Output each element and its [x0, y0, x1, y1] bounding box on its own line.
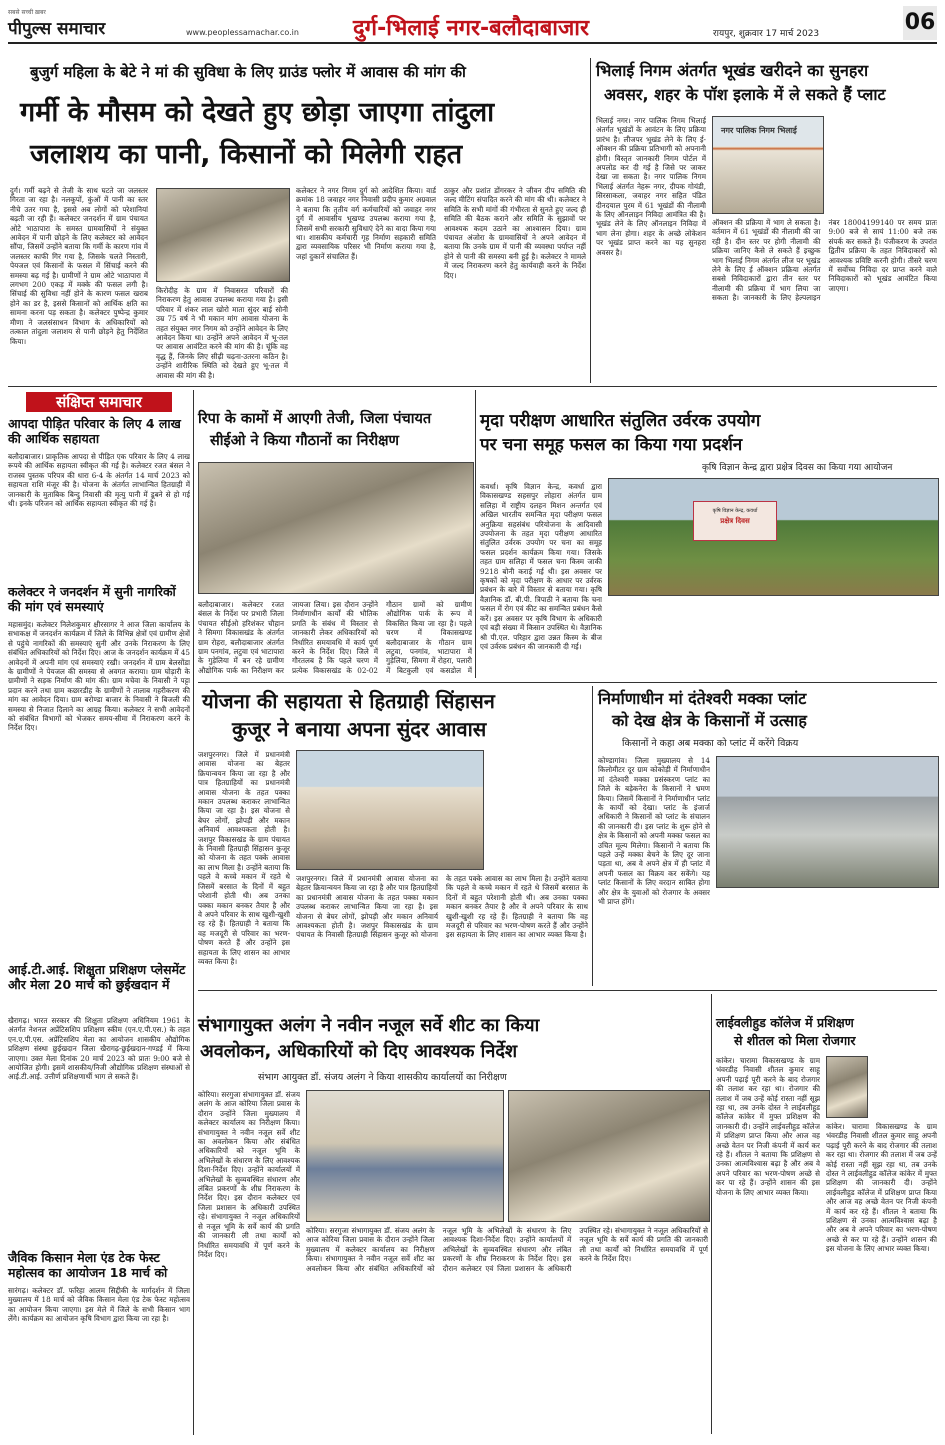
survey-headline-1: संभागायुक्त अलंग ने नवीन नजूल सर्वे शीट का किया [198, 1015, 540, 1036]
section-title-b: बलौदाबाजार [489, 16, 590, 41]
brief-item-2-head: कलेक्टर ने जनदर्शन में सुनी नागरिकों की मांग एवं समस्याएं [8, 584, 176, 614]
lead-col1: दुर्ग। गर्मी बढ़ने से तेजी के साथ घटते जा जलस्तर गिरता जा रहा है। नलकूपों, कुंओं में पानी का स्तर नीचे उतर गया है, इससे अब लोगों को परेशानियां बढ़ती जा रही हैं। कलेक्टर जनदर्शन में ग्राम पंचायत ओटे भाठापारा के समस्त ग्रामवासियों ने संयुक्त आवेदन में पानी छोड़ने के लिए कलेक्टर को आवेदन सौंपा, जिसमें उन्होंने बताया कि गर्मी के कारण गांव में जलस्तर काफी गिर गया है, जिसके चलते निस्तारी, पेयजल एवं किसानों के फसल में सिंचाई करने की समस्या बढ़ गई है। ग्रामीणों ने ग्राम ओटे भाठापारा में लगभग 200 एकड़ में मक्के की फसल लगी है। सिंचाई की सुविधा नहीं होने के कारण फसल खराब होने का डर है, इससे किसानों को आर्थिक क्षति का सामना करना पड़ सकता है। कलेक्टर पुष्पेन्द्र कुमार मीणा ने जलसंसाधन विभाग के अधिकारियों को तत्काल तांदुला जलाशय से पानी छोड़ने हेतु निर्देशित किया। [10, 186, 148, 346]
newspaper-logo[interactable] [8, 8, 105, 39]
lead-col4: ठाकुर और प्रशांत डोंगरकर ने जीवन दीप समिति की जल्द मीटिंग संपादित करने की मांग की थी। कलेक्टर ने समिति के सभी मांगों की गंभीरता से सुनते हुए जल्द ही समिति की बैठक कराने और समिति के सुझावों पर आवश्यक कदम उठाने का आश्वासन दिया। ग्राम पंचायत अंजोरा के ग्रामवासियों ने अपने आवेदन में बताया कि उनके ग्राम में पानी की व्यवस्था पर्याप्त नहीं होने से पानी की समस्या बनी हुई है। कलेक्टर ने मामले में जल्द निराकरण करने हेतु कार्यवाही करने के निर्देश दिए। [444, 186, 586, 280]
college-body-2: कांकेर। चारामा विकासखण्ड के ग्राम भंवरडीह निवासी शीतल कुमार साहू अपनी पढ़ाई पूरी करने के बाद रोजगार की तलाश कर रहा था। रोजगार की तलाश में जब उन्हें कोई रास्ता नहीं सूझ रहा था, तब उनके दोस्त ने लाईवलीहुड कॉलेज कांकेर में मुफ्त प्रशिक्षण की जानकारी दी। उन्होंने लाईवलीहुड कॉलेज में प्रशिक्षण प्राप्त किया और आज वह अच्छे वेतन पर निजी कंपनी में कार्य कर रहे हैं। शीतल ने बताया कि प्रशिक्षण से उनका आत्मविश्वास बढ़ा है और अब वे अपने परिवार का भरण-पोषण अच्छे से कर पा रहे हैं। उन्होंने शासन की इस योजना के लिए आभार व्यक्त किया। [826, 1122, 937, 1254]
brief-item-4-body: सारंगढ़। कलेक्टर डॉ. फरिहा आलम सिद्दीकी के मार्गदर्शन में जिला मुख्यालय में 18 मार्च को जैविक किसान मेला एंड टेक फेस्ट महोत्सव का आयोजन किया जाएगा। इस मेले में जिले के सभी किसान भाग लेंगे। कार्यक्रम का आयोजन कृषि विभाग द्वारा किया जा रहा है। [8, 1286, 190, 1324]
brief-item-3-head: आई.टी.आई. शिक्षुता प्रशिक्षण प्लेसमेंट और मेला 20 मार्च को छुईखदान में [8, 962, 186, 992]
ripa-photo [198, 462, 474, 594]
housing-body-2: जशपुरनगर। जिले में प्रधानमंत्री आवास योजना का बेहतर क्रियान्वयन किया जा रहा है और पात्र हितग्राहियों का प्रधानमंत्री आवास योजना के तहत पक्का मकान उपलब्ध कराकर लाभान्वित किया जा रहा है। इस योजना से बेघर लोगों, झोपड़ी और मकान अनिवार्य आवश्यकता होती है। जशपुर विकासखंड के ग्राम पंचायत के निवासी हितग्राही सिंहासन कुजूर को योजना के तहत पक्के आवास का लाभ मिला है। उन्होंने बताया कि पहले वे कच्चे मकान में रहते थे जिसमें बरसात के दिनों में बहुत परेशानी होती थी। अब उनका पक्का मकान बनकर तैयार है और वे अपने परिवार के साथ खुशी-खुशी रह रहे हैं। हितग्राही ने बताया कि वह मजदूरी से परिवार का भरण-पोषण करते हैं और उन्होंने इस सहायता के लिए शासन का आभार व्यक्त किया है। [296, 874, 588, 940]
land-photo-sign: नगर पालिक निगम भिलाई [721, 126, 797, 135]
college-body: कांकेर। चारामा विकासखण्ड के ग्राम भंवरडीह निवासी शीतल कुमार साहू अपनी पढ़ाई पूरी करने के बाद रोजगार की तलाश कर रहा था। रोजगार की तलाश में जब उन्हें कोई रास्ता नहीं सूझ रहा था, तब उनके दोस्त ने लाईवलीहुड कॉलेज कांकेर में मुफ्त प्रशिक्षण की जानकारी दी। उन्होंने लाईवलीहुड कॉलेज में प्रशिक्षण प्राप्त किया और आज वह अच्छे वेतन पर निजी कंपनी में कार्य कर रहे हैं। शीतल ने बताया कि प्रशिक्षण से उनका आत्मविश्वास बढ़ा है और अब वे अपने परिवार का भरण-पोषण अच्छे से कर पा रहे हैं। उन्होंने शासन की इस योजना के लिए आभार व्यक्त किया। [716, 1056, 820, 1197]
column-divider [475, 390, 476, 678]
website-url[interactable]: www.peoplessamachar.co.in [186, 28, 299, 37]
column-divider [193, 390, 194, 1435]
soil-subhead: कृषि विज्ञान केन्द्र द्वारा प्रक्षेत्र दिवस का किया गया आयोजन [702, 463, 893, 473]
college-headline-2: से शीतल को मिला रोजगार [734, 1033, 856, 1048]
college-headline-1: लाईवलीहुड कॉलेज में प्रशिक्षण [716, 1015, 854, 1030]
brief-item-3-body: खैरागढ़। भारत सरकार की शिक्षुता प्रशिक्षण अधिनियम 1961 के अंतर्गत नेशनल अप्रेंटिसशिप प्रशिक्षण स्कीम (एन.ए.पी.एस.) के तहत एन.ए.पी.एस. अप्रेंटिसशिप मेला का आयोजन शासकीय औद्योगिक प्रशिक्षण संस्था छुईखदान जिला खैरागढ़-छुईखदान-गण्डई में किया जाएगा। उक्त मेला दिनांक 20 मार्च 2023 को प्रातः 9:00 बजे से आयोजित होगी। इसमें शासकीय/निजी औद्योगिक प्रशिक्षण संस्थाओं से आई.टी.आई. उत्तीर्ण प्रशिक्षणार्थी भाग ले सकते हैं। [8, 1016, 190, 1082]
logo-tagline: सबसे सच्ची ख़बर [8, 9, 46, 16]
lead-col3: कलेक्टर ने नगर निगम दुर्ग को आदेशित किया। वार्ड क्रमांक 18 जवाहर नगर निवासी प्रदीप कुमार अग्रवाल ने बताया कि तृतीय वर्ग कर्मचारियों को जवाहर नगर दुर्ग में आवासीय भूखण्ड उपलब्ध कराया गया है, जिसमें सभी सरकारी सुविधाएं देने का वादा किया गया था। शासकीय कर्मचारी गृह निर्माण सहकारी समिति द्वारा व्यवसायिक परिसर भी निर्माण कराया गया है, जहां दुकानें संचालित हैं। [296, 186, 436, 261]
housing-story [198, 686, 588, 986]
masthead [8, 8, 937, 44]
lead-headline-2: जलाशय का पानी, किसानों को मिलेगी राहत [30, 139, 463, 170]
maize-story [598, 686, 937, 986]
maize-subhead: किसानों ने कहा अब मक्का को प्लांट में करेंगे विक्रय [622, 738, 799, 749]
ripa-story [198, 390, 472, 678]
soil-headline-2: पर चना समूह फसल का किया गया प्रदर्शन [480, 435, 743, 455]
column-divider [711, 994, 712, 1434]
column-divider [590, 58, 591, 383]
maize-headline-2: को देख क्षेत्र के किसानों में उत्साह [612, 711, 807, 730]
maize-headline-1: निर्माणाधीन मां दंतेश्वरी मक्का प्लांट [598, 689, 807, 708]
college-story [716, 994, 937, 1434]
survey-photo-2 [508, 1090, 710, 1222]
horizontal-divider [198, 990, 937, 991]
lead-kicker: बुजुर्ग महिला के बेटे ने मां की सुविधा के लिए ग्राउंड फ्लोर में आवास की मांग की [30, 63, 466, 81]
brief-item-2-body: महासमुंद। कलेक्टर निलेशकुमार क्षीरसागर ने आज जिला कार्यालय के सभाकक्ष में जनदर्शन कार्यक्रम में जिले के विभिन्न क्षेत्रों एवं ग्रामीण क्षेत्रों से पहुंचे नागरिकों की समस्याएं सुनी और उनके निराकरण के लिए संबंधित अधिकारियों को निर्देश दिए। आज के जनदर्शन कार्यक्रम में 45 आवेदनों में अपनी मांग एवं समस्याएं रखी। जनदर्शन में ग्राम बेलसोंडा के ग्रामीणों ने पेयजल की समस्या से अवगत कराया। ग्राम घोड़ारी के ग्रामीणों ने सड़क निर्माण की मांग की। ग्राम मचेवा के निवासी ने पट्टा प्रदान करने तथा ग्राम कछारडीह के ग्रामीणों ने तालाब गहरीकरण की मांग का आवेदन दिया। ग्राम बरोण्डा बाजार के निवासी ने बिजली की समस्या से निजात दिलाने का आग्रह किया। कलेक्टर ने सभी आवेदनों को संबंधित विभागों को भेजकर समय-सीमा में निराकरण करने के निर्देश दिए। [8, 620, 190, 733]
brief-item-1-head: आपदा पीड़ित परिवार के लिए 4 लाख की आर्थिक सहायता [8, 416, 181, 446]
land-left: भिलाई नगर। नगर पालिक निगम भिलाई अंतर्गत भूखंडों के आवंटन के लिए प्रक्रिया प्रारंभ है। लीजपर भूखंड लेने के लिए ई-ऑक्शन की प्रक्रिया प्रतिभागी को अपनानी होगी। विस्तृत जानकारी निगम पोर्टल में अपलोड कर दी गई है जिसे पर जाकर देखा जा सकता है। नगर पालिक निगम भिलाई अंतर्गत नेहरू नगर, दीपक गोयंडी, सिरसाकला, जवाहर नगर सहित पंडित दीनदयाल पुरम में 61 भूखंडों की नीलामी के लिए ऑनलाइन निविदा आमंत्रित की है। भूखंड लेने के लिए ऑनलाइन निविदा में भाग लेना होगा। शहर के अच्छे लोकेशन पर भूखंड प्राप्त करने का यह सुनहरा अवसर है। [596, 116, 706, 257]
lead-headline-1: गर्मी के मौसम को देखते हुए छोड़ा जाएगा तांदुला [20, 97, 495, 128]
maize-photo [716, 756, 939, 888]
land-right: ऑक्शन की प्रक्रिया में भाग ले सकता है। वर्तमान में 61 भूखंडों की नीलामी की जा रही है। दीन स्तर पर होगी नीलामी की प्रक्रिया जानिए कैसे ले सकते हैं इच्छुक भाग भिलाई निगम अंतर्गत लीज पर भूखंड लेने के लिए ई ऑक्शन प्रक्रिया अंतर्गत सबसे निविदाकारों द्वारा तीन स्तर पर नीलामी की प्रक्रिया में भाग लिया जा सकता है। जानकारी के लिए हेल्पलाइन नंबर 18004199140 पर समय प्रातः 9:00 बजे से सायं 11:00 बजे तक संपर्क कर सकते हैं। पंजीकरण के उपरांत द्वितीय प्रक्रिया के तहत निविदाकारों को आवश्यक प्रविष्टि करनी होगी। तीसरे चरण में सर्वोच्च निविदा दर प्राप्त करने वाले निविदाकारों को भूखंड आवंटित किया जाएगा। [712, 218, 937, 303]
land-photo [712, 116, 824, 214]
housing-headline-1: योजना की सहायता से हितग्राही सिंहासन [202, 689, 495, 713]
section-title-a: दुर्ग-भिलाई नगर- [353, 16, 490, 41]
survey-headline-2: अवलोकन, अधिकारियों को दिए आवश्यक निर्देश [200, 1041, 518, 1062]
soil-banner-line-1: कृषि विज्ञान केन्द्र, कवर्धा [712, 508, 758, 514]
soil-headline-1: मृदा परीक्षण आधारित संतुलित उर्वरक उपयोग [480, 411, 761, 431]
soil-photo [608, 478, 939, 596]
maize-body: कोण्डागांव। जिला मुख्यालय से 14 किलोमीटर दूर ग्राम कोकोड़ी में निर्माणाधीन मां दंतेश्वरी मक्का प्रसंस्करण प्लांट का जिले के बड़ेकनेरा के किसानों ने भ्रमण किया। जिसमें किसानों ने निर्माणाधीन प्लांट के कार्यों को देखा। प्लांट के इंजार्ज अधिकारी ने किसानों को प्लांट के संचालन की जानकारी दी। इस प्लांट के शुरू होने से क्षेत्र के किसानों को अपनी मक्का फसल का उचित मूल्य मिलेगा। किसानों ने बताया कि पहले उन्हें मक्का बेचने के लिए दूर जाना पड़ता था, अब वे अपने क्षेत्र में ही प्लांट में अपनी फसल का विक्रय कर सकेंगे। यह प्लांट किसानों के लिए वरदान साबित होगा और क्षेत्र के युवाओं को रोजगार के अवसर भी प्राप्त होंगे। [598, 756, 710, 907]
soil-photo-banner [693, 501, 777, 541]
logo-text: पीपुल्स समाचार [8, 19, 106, 39]
survey-photo-1 [306, 1090, 504, 1222]
page-number: 06 [903, 6, 937, 40]
survey-story [198, 994, 708, 1434]
lead-photo [156, 188, 290, 282]
soil-story [480, 390, 937, 678]
housing-body: जशपुरनगर। जिले में प्रधानमंत्री आवास योजना का बेहतर क्रियान्वयन किया जा रहा है और पात्र हितग्राहियों का प्रधानमंत्री आवास योजना के तहत पक्का मकान उपलब्ध कराकर लाभान्वित किया जा रहा है। इस योजना से बेघर लोगों, झोपड़ी और मकान अनिवार्य आवश्यकता होती है। जशपुर विकासखंड के ग्राम पंचायत के निवासी हितग्राही सिंहासन कुजूर को योजना के तहत पक्के आवास का लाभ मिला है। उन्होंने बताया कि पहले वे कच्चे मकान में रहते थे जिसमें बरसात के दिनों में बहुत परेशानी होती थी। अब उनका पक्का मकान बनकर तैयार है और वे अपने परिवार के साथ खुशी-खुशी रह रहे हैं। हितग्राही ने बताया कि वह मजदूरी से परिवार का भरण-पोषण करते हैं और उन्होंने इस सहायता के लिए शासन का आभार व्यक्त किया है। [198, 750, 290, 966]
brief-item-4-head: जैविक किसान मेला एंड टेक फेस्ट महोत्सव का आयोजन 18 मार्च को [8, 1250, 168, 1280]
soil-banner-line-2: प्रक्षेत्र दिवस [720, 517, 750, 525]
column-divider [592, 686, 593, 986]
horizontal-divider [198, 682, 937, 683]
brief-item-1-body: बलौदाबाजार। प्राकृतिक आपदा से पीड़ित एक परिवार के लिए 4 लाख रूपये की आर्थिक सहायता स्वीकृत की गई है। कलेक्टर रजत बंसल ने राजस्व पुस्तक परिपत्र की धारा 6-4 के अंतर्गत 14 मार्च 2023 को सहायता राशि मंजूर की है। योजना के अंतर्गत लाभान्वित हितग्राही में जानकारी के मुताबिक बिन्दु निवासी की मृत्यु पानी में डूबने से हो गई थी। इनके परिजन को आर्थिक सहायता स्वीकृत की गई है। [8, 452, 190, 509]
ripa-headline-1: रिपा के कामों में आएगी तेजी, जिला पंचायत [198, 411, 432, 427]
housing-headline-2: कुजूर ने बनाया अपना सुंदर आवास [232, 717, 487, 741]
dateline: रायपुर, शुक्रवार 17 मार्च 2023 [713, 29, 820, 39]
housing-photo [296, 750, 484, 870]
horizontal-divider [8, 386, 937, 387]
survey-subhead: संभाग आयुक्त डॉ. संजय अलंग ने किया शासकीय कार्यालयों का निरीक्षण [258, 1072, 507, 1083]
ripa-headline-2: सीईओ ने किया गौठानों का निरीक्षण [210, 433, 400, 449]
lead-col2: किरोदीह के ग्राम में निवासरत परिवारों की निराकरण हेतु आवास उपलब्ध कराया गया है। इसी परिवार में शंकर लाल खोरो माता सुंदर बाई सोनी उम्र 75 वर्ष ने भी मकान मांग आवास योजना के तहत संयुक्त नगर निगम को उन्होंने आवेदन के लिए आवेदन किया था। उन्होंने अपने आवेदन में भू-तल पर आवास आवंटित करने की मांग की है। चूंकि वह वृद्ध हैं, जिनके लिए सीढ़ी चढ़ना-उतरना कठिन है। उन्होंने शारीरिक स्थिति को देखते हुए भू-तल में आवास की मांग की है। [156, 286, 288, 380]
survey-body-2: कोरिया। सरगुजा संभागायुक्त डॉ. संजय अलंग के आज कोरिया जिला प्रवास के दौरान उन्होंने जिला मुख्यालय में कलेक्टर कार्यालय का निरीक्षण किया। संभागायुक्त ने नवीन नजूल सर्वे शीट का अवलोकन किया और संबंधित अधिकारियों को नजूल भूमि के अभिलेखों के संधारण के लिए आवश्यक दिशा-निर्देश दिए। उन्होंने कार्यालयों में अभिलेखों के सुव्यवस्थित संधारण और लंबित प्रकरणों के शीघ्र निराकरण के निर्देश दिए। इस दौरान कलेक्टर एवं जिला प्रशासन के अधिकारी उपस्थित रहे। संभागायुक्त ने नजूल अधिकारियों से नजूल भूमि के सर्वे कार्य की प्रगति की जानकारी ली तथा कार्यों को निर्धारित समयावधि में पूर्ण करने के निर्देश दिए। [306, 1226, 708, 1273]
section-title [353, 12, 589, 42]
brief-news-column [8, 390, 190, 1435]
lead-story [8, 58, 586, 383]
survey-body: कोरिया। सरगुजा संभागायुक्त डॉ. संजय अलंग के आज कोरिया जिला प्रवास के दौरान उन्होंने जिला मुख्यालय में कलेक्टर कार्यालय का निरीक्षण किया। संभागायुक्त ने नवीन नजूल सर्वे शीट का अवलोकन किया और संबंधित अधिकारियों को नजूल भूमि के अभिलेखों के संधारण के लिए आवश्यक दिशा-निर्देश दिए। उन्होंने कार्यालयों में अभिलेखों के सुव्यवस्थित संधारण और लंबित प्रकरणों के शीघ्र निराकरण के निर्देश दिए। इस दौरान कलेक्टर एवं जिला प्रशासन के अधिकारी उपस्थित रहे। संभागायुक्त ने नजूल अधिकारियों से नजूल भूमि के सर्वे कार्य की प्रगति की जानकारी ली तथा कार्यों को निर्धारित समयावधि में पूर्ण करने के निर्देश दिए। [198, 1090, 300, 1259]
land-headline-2: अवसर, शहर के पॉश इलाके में ले सकते हैं प्लाट [604, 85, 886, 104]
brief-news-header: संक्षिप्त समाचार [26, 392, 172, 412]
soil-body: कवर्धा। कृषि विज्ञान केन्द्र, कवर्धा द्वारा विकासखण्ड सहसपुर लोहारा अंतर्गत ग्राम सलिहा में राष्ट्रीय दलहन मिशन अन्तर्गत एवं अखिल भारतीय समन्वित मृदा परीक्षण फसल अनुक्रिया सहसंबंध परियोजना के आदिवासी उपयोजना के तहत मृदा परीक्षण आधारित संतुलित उर्वरक उपयोग पर चना का समूह फसल प्रदर्शन कार्यक्रम किया गया। जिसके तहत ग्राम सलिहा में फसल चना किस्म जाकी 9218 बोनी कराई गई थी। इस अवसर पर कृषकों को मृदा परीक्षण के आधार पर उर्वरक प्रबंधन के बारे में विस्तार से बताया गया। कृषि वैज्ञानिक डॉ. बी.पी. त्रिपाठी ने बताया कि चना फसल में रोग एवं कीट का समन्वित प्रबंधन कैसे करें। इस अवसर पर कृषि विभाग के अधिकारी एवं बड़ी संख्या में किसान उपस्थित थे। वैज्ञानिक श्री पी.एल. परिहार द्वारा उन्नत किस्म के बीज एवं उर्वरक प्रबंधन की जानकारी दी गई। [480, 482, 602, 651]
land-story [596, 58, 937, 383]
college-photo [826, 1056, 868, 1118]
land-headline-1: भिलाई निगम अंतर्गत भूखंड खरीदने का सुनहरा [596, 61, 869, 80]
ripa-body: बलौदाबाजार। कलेक्टर रजत बंसल के निर्देश पर प्रभारी जिला पंचायत सीईओ हरिशंकर चौहान ने सिमगा विकासखंड के अंतर्गत ग्राम रोहरा, बलौदाबाजार अंतर्गत ग्राम पनगांव, लटुवा एवं भाटापारा के गुड़ेलिया में बन रहे ग्रामीण औद्योगिक पार्क का निरीक्षण कर जायजा लिया। इस दौरान उन्होंने निर्माणाधीन कार्यों की भौतिक प्रगति के संबंध में विस्तार से जानकारी लेकर अधिकारियों को निर्धारित समयावधि में कार्य पूर्ण करने के निर्देश दिए। जिले में गौरतलब है कि पहले चरण में प्रत्येक विकासखंड के 02-02 गौठान ग्रामों को ग्रामीण औद्योगिक पार्क के रूप में विकसित किया जा रहा है। पहले चरण में विकासखण्ड बलौदाबाजार के गौठान ग्राम लटुवा, पनगांव, भाटापारा में गुड़ेलिया, सिमगा में रोहरा, पलारी में बिटकुली एवं कसडोल में [198, 600, 472, 675]
